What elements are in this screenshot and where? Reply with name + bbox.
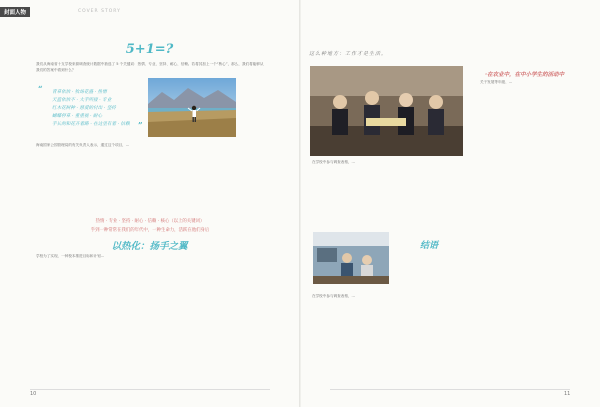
section-tag: 封面人物 [0, 7, 30, 17]
red-highlight-line-2: 乎到一种常常在我们的年代中，一种生命力，活跃在他们身后 [90, 228, 210, 233]
close-quote-mark: ” [138, 120, 143, 130]
left-intro-paragraph: 我们从海南省十支学校来源调查统计数据中抽选了 5 个关键词：热情、专业、坚持、耐心、信赖。若将其加上一个“核心”，那么，我们将能够从我们的答案中看到什么？ [36, 62, 264, 72]
right-side-title: ·在农业中，在中小学生的活动中 [485, 72, 565, 78]
poem-line-2: 天蓝依依不 · 大手所接 · 专业 [52, 98, 112, 103]
left-page-number: 10 [30, 391, 37, 397]
right-body-paragraph-1: 在学校中参与调查表格，... [312, 160, 355, 164]
right-body-paragraph-2: 在学校中参与调查表格，... [312, 294, 355, 298]
right-ribbon-caption: 这么种地方：工作才是生活。 [309, 51, 388, 57]
right-bottom-rule [330, 389, 570, 390]
section-header [0, 7, 74, 16]
open-quote-mark: “ [38, 84, 43, 94]
section-en: COVER STORY [78, 9, 121, 14]
right-section-title: 结语 [420, 241, 439, 251]
poem-line-3: 红木花树种 · 慈爱的付出 · 坚持 [52, 106, 116, 111]
right-page-number: 11 [564, 391, 571, 397]
photo-person-on-hill [148, 78, 236, 137]
right-side-column: 关于发展等年级、... [480, 80, 513, 84]
left-page [0, 0, 299, 407]
poem-line-4: 蝴蝶停草 · 重重视 · 耐心 [52, 114, 103, 119]
left-body-paragraph-1: 海南国家公园管理局的有关负责人表示，通过这个项目，... [36, 143, 130, 147]
red-highlight-line-1: 热情 · 专业 · 坚持 · 耐心 · 信赖 · 核心（以上的关键词） [95, 219, 205, 224]
photo-graduation-group [310, 66, 463, 156]
left-bottom-rule [30, 389, 270, 390]
poem-line-5: 手长的和花开着路 · 在这里有着 · 信赖 [52, 122, 130, 127]
poem-line-1: 青草依依 · 牧场花盛 · 热情 [52, 90, 107, 95]
left-body-paragraph-2: 学校为了实现，一种校本推进目标和计划... [36, 254, 105, 258]
left-main-title: 5+1=? [125, 42, 174, 57]
left-section-title: 以热化：扬手之翼 [111, 241, 188, 252]
photo-classroom [313, 232, 389, 284]
